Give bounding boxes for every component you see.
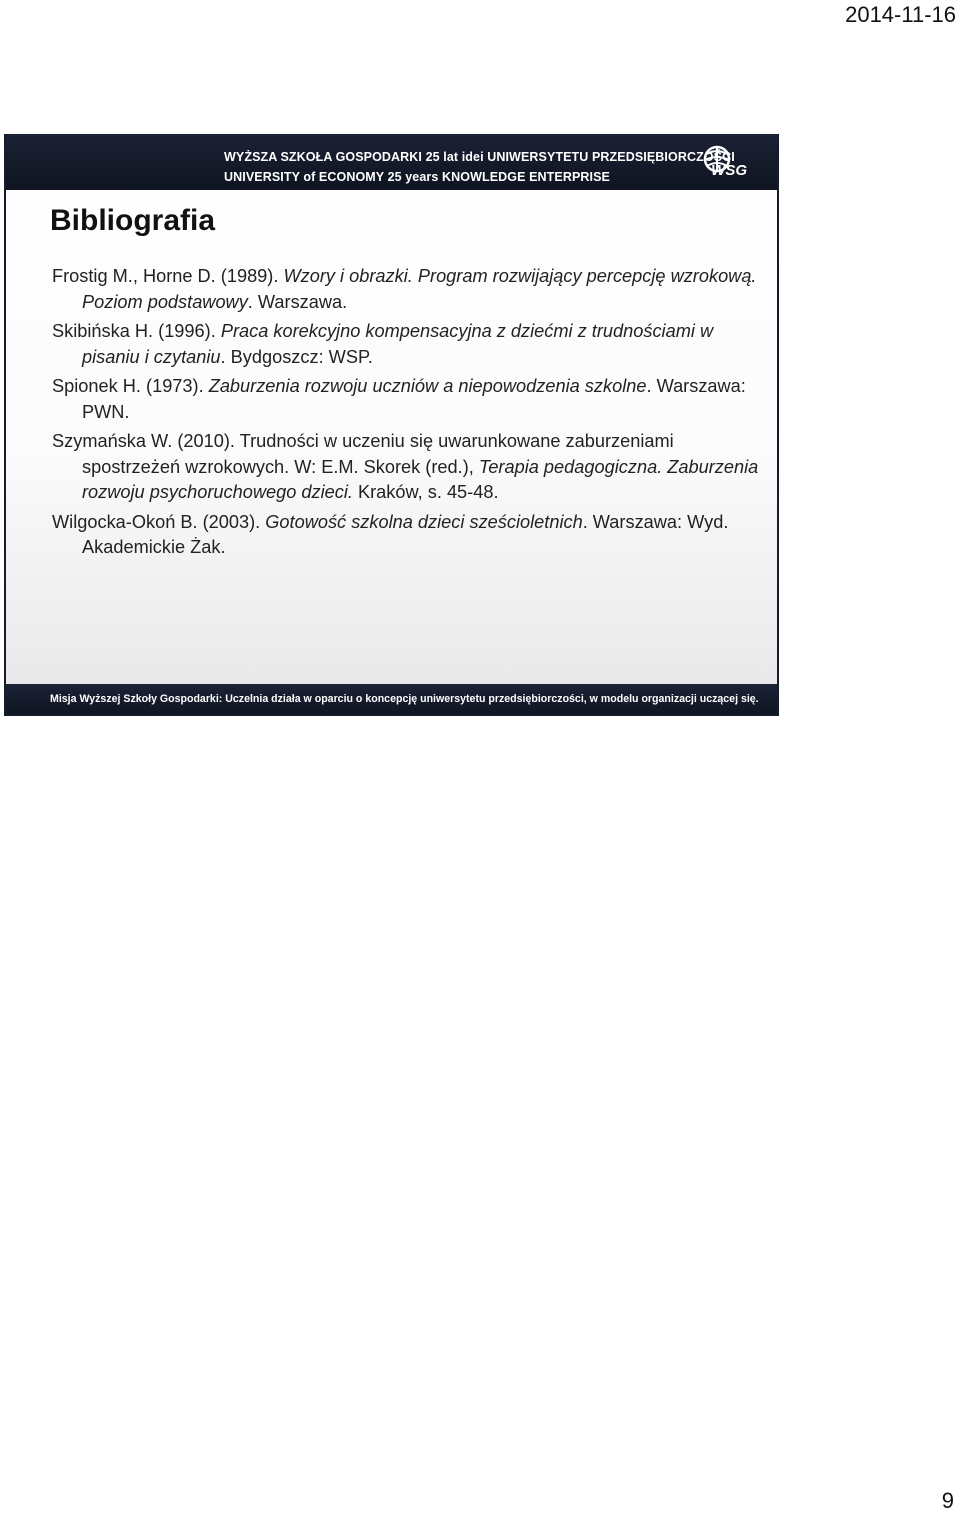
page-date: 2014-11-16 — [845, 2, 956, 27]
bibliography-list — [52, 264, 764, 565]
slide — [4, 134, 779, 716]
bib-entry-title: Gotowość szkolna dzieci sześcioletnich — [265, 511, 583, 532]
bib-entry — [52, 510, 764, 561]
bib-entry — [52, 429, 764, 506]
slide-footer — [6, 684, 777, 714]
footer-mission-text: Misja Wyższej Szkoły Gospodarki: Uczelnia działa w oparciu o koncepcję uniwersytetu przedsiębiorczości, w modelu organizacji uczącej się. — [50, 693, 759, 705]
bib-entry-author: Wilgocka-Okoń B. (2003). — [52, 511, 266, 532]
header-line-1: WYŻSZA SZKOŁA GOSPODARKI 25 lat idei UNIWERSYTETU PRZEDSIĘBIORCZOŚCI — [224, 150, 735, 164]
slide-title: Bibliografia — [50, 204, 216, 237]
page-number: 9 — [941, 1488, 954, 1513]
bib-entry-title: Wzory i obrazki. Program rozwijający percepcję wzrokową. Poziom podstawowy — [82, 266, 757, 312]
bib-entry-author: Frostig M., Horne D. (1989). — [52, 266, 284, 286]
logo-text: WSG — [711, 162, 747, 179]
bib-entry-publisher: . Warszawa: Wyd. Akademickie Żak. — [82, 511, 729, 557]
bib-entry-title: Terapia pedagogiczna. Zaburzenia rozwoju psychoruchowego dzieci. — [82, 456, 759, 502]
bib-entry — [52, 374, 764, 425]
bib-entry-publisher: . Warszawa: PWN. — [82, 376, 746, 422]
bib-entry-publisher: . Bydgoszcz: WSP. — [220, 346, 373, 367]
bib-entry-title: Zaburzenia rozwoju uczniów a niepowodzenia szkolne — [208, 376, 647, 396]
bib-entry-author: Szymańska W. (2010). Trudności w uczeniu się uwarunkowane zaburzeniami spostrzeżeń wzrokowych. W: E.M. Skorek (red.), — [52, 431, 674, 477]
bib-entry-publisher: Kraków, s. 45-48. — [352, 482, 499, 502]
bib-entry-publisher: . Warszawa. — [247, 291, 348, 312]
bib-entry-author: Spionek H. (1973). — [52, 376, 209, 396]
bib-entry-title: Praca korekcyjno kompensacyjna z dziećmi z trudnościami w pisaniu i czytaniu — [82, 321, 714, 367]
bib-entry — [52, 319, 764, 370]
bib-entry — [52, 264, 764, 315]
header-line-2: UNIVERSITY of ECONOMY 25 years KNOWLEDGE ENTERPRISE — [224, 170, 610, 184]
bib-entry-author: Skibińska H. (1996). — [52, 321, 221, 341]
slide-header — [6, 134, 777, 190]
